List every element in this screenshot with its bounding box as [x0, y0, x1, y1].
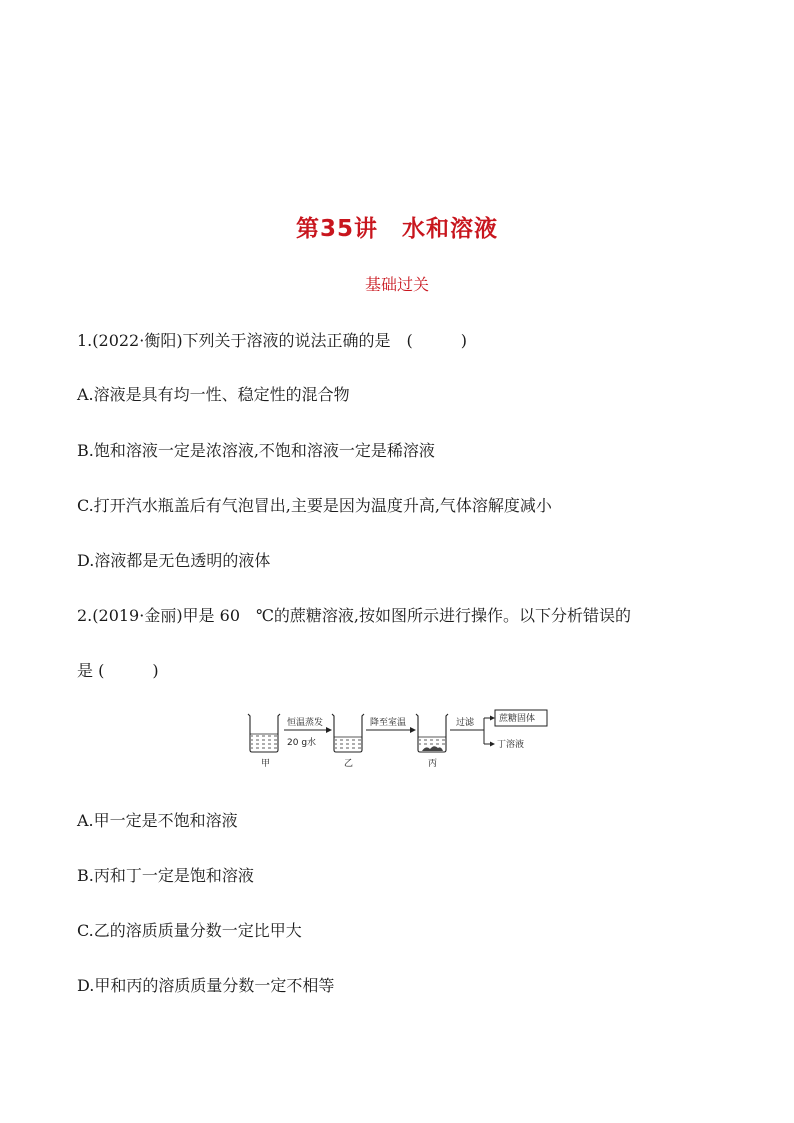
- solid-box-label: 蔗糖固体: [499, 714, 536, 724]
- section-subtitle: 基础过关: [364, 275, 429, 294]
- experiment-diagram: [244, 706, 564, 772]
- filtrate-label: 丁溶液: [497, 740, 525, 750]
- beaker-label-jia: 甲: [261, 759, 271, 769]
- question-1-option-a: A.溶液是具有均一性、稳定性的混合物: [77, 385, 350, 404]
- question-1-option-d: D.溶液都是无色透明的液体: [77, 551, 271, 570]
- step1-bottom-label: 20 g水: [287, 738, 317, 748]
- question-1-option-c: C.打开汽水瓶盖后有气泡冒出,主要是因为温度升高,气体溶解度减小: [77, 496, 552, 515]
- step1-top-label: 恒温蒸发: [287, 718, 324, 728]
- question-2-option-c: C.乙的溶质质量分数一定比甲大: [77, 921, 302, 940]
- beaker-bing: [416, 714, 448, 752]
- question-2-option-d: D.甲和丙的溶质质量分数一定不相等: [77, 976, 335, 995]
- question-2-stem-line2: 是 ( ): [77, 661, 159, 680]
- question-1-stem: 1.(2022·衡阳)下列关于溶液的说法正确的是 ( ): [77, 331, 468, 350]
- step3-label: 过滤: [456, 718, 475, 728]
- step2-label: 降至室温: [370, 718, 407, 728]
- question-1-option-b: B.饱和溶液一定是浓溶液,不饱和溶液一定是稀溶液: [77, 441, 435, 460]
- page-title: 第35讲 水和溶液: [295, 216, 498, 242]
- beaker-yi: [332, 714, 364, 752]
- beaker-label-yi: 乙: [344, 759, 354, 769]
- question-2-option-b: B.丙和丁一定是饱和溶液: [77, 866, 254, 885]
- beaker-label-bing: 丙: [428, 759, 438, 769]
- question-2-option-a: A.甲一定是不饱和溶液: [77, 811, 238, 830]
- beaker-jia: [248, 714, 280, 752]
- question-2-stem-line1: 2.(2019·金丽)甲是 60 ℃的蔗糖溶液,按如图所示进行操作。以下分析错误的: [77, 606, 631, 625]
